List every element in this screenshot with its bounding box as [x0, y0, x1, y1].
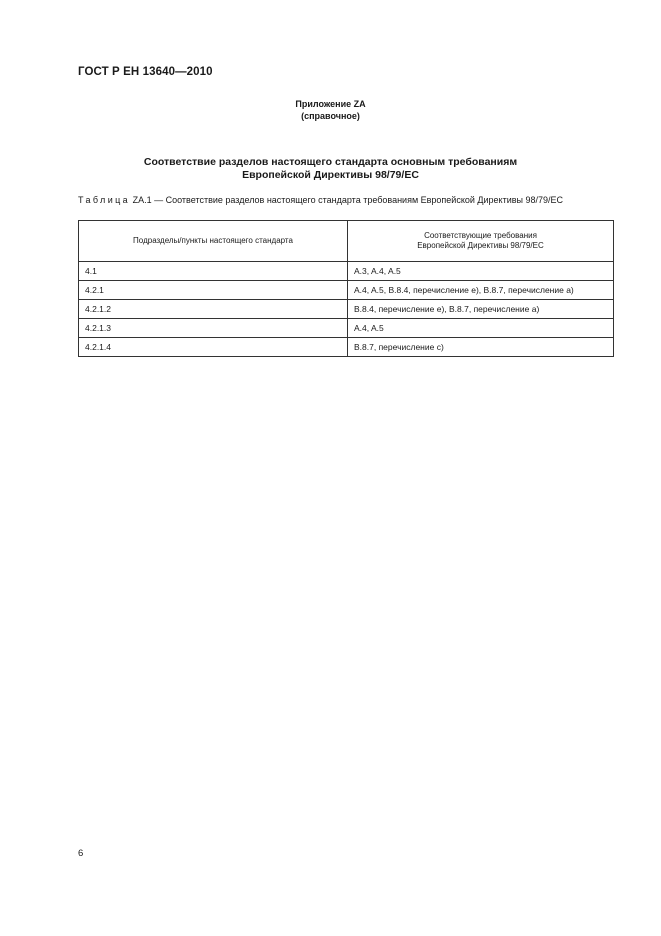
clause-cell: 4.2.1 — [79, 281, 348, 300]
page-number: 6 — [78, 848, 84, 859]
requirements-table — [78, 220, 614, 357]
clause-cell: 4.2.1.3 — [79, 319, 348, 338]
section-title-line1: Соответствие разделов настоящего стандарта основным требованиям — [143, 156, 518, 168]
column-header-requirements — [348, 221, 614, 262]
column-header-requirements-line1: Соответствующие требования — [424, 231, 537, 240]
annex-status: (справочное) — [301, 111, 360, 121]
table-row — [79, 300, 614, 319]
table-caption-text: ZA.1 — Соответствие разделов настоящего стандарта требованиям Европейской Директивы 98/79/ЕС — [132, 195, 564, 205]
table-caption — [78, 195, 608, 206]
clause-cell: 4.2.1.2 — [79, 300, 348, 319]
document-code: ГОСТ Р ЕН 13640—2010 — [78, 66, 213, 78]
table-caption-prefix: Таблица — [78, 195, 131, 205]
column-header-clauses: Подразделы/пункты настоящего стандарта — [79, 221, 348, 262]
requirements-cell: A.4, A.5 — [348, 319, 614, 338]
section-title-line2: Европейской Директивы 98/79/ЕС — [242, 169, 419, 181]
table-row — [79, 338, 614, 357]
requirements-cell: B.8.4, перечисление е), B.8.7, перечисление а) — [348, 300, 614, 319]
table-row — [79, 281, 614, 300]
requirements-cell: A.4, A.5, B.8.4, перечисление е), B.8.7, перечисление а) — [348, 281, 614, 300]
section-title — [0, 156, 661, 182]
annex-title: Приложение ZA — [295, 99, 366, 109]
requirements-cell: A.3, A.4, A.5 — [348, 262, 614, 281]
table-row — [79, 319, 614, 338]
annex-heading — [0, 98, 661, 122]
clause-cell: 4.2.1.4 — [79, 338, 348, 357]
table-header-row — [79, 221, 614, 262]
requirements-cell: B.8.7, перечисление с) — [348, 338, 614, 357]
table-row — [79, 262, 614, 281]
column-header-requirements-line2: Европейской Директивы 98/79/ЕС — [417, 241, 544, 250]
clause-cell: 4.1 — [79, 262, 348, 281]
